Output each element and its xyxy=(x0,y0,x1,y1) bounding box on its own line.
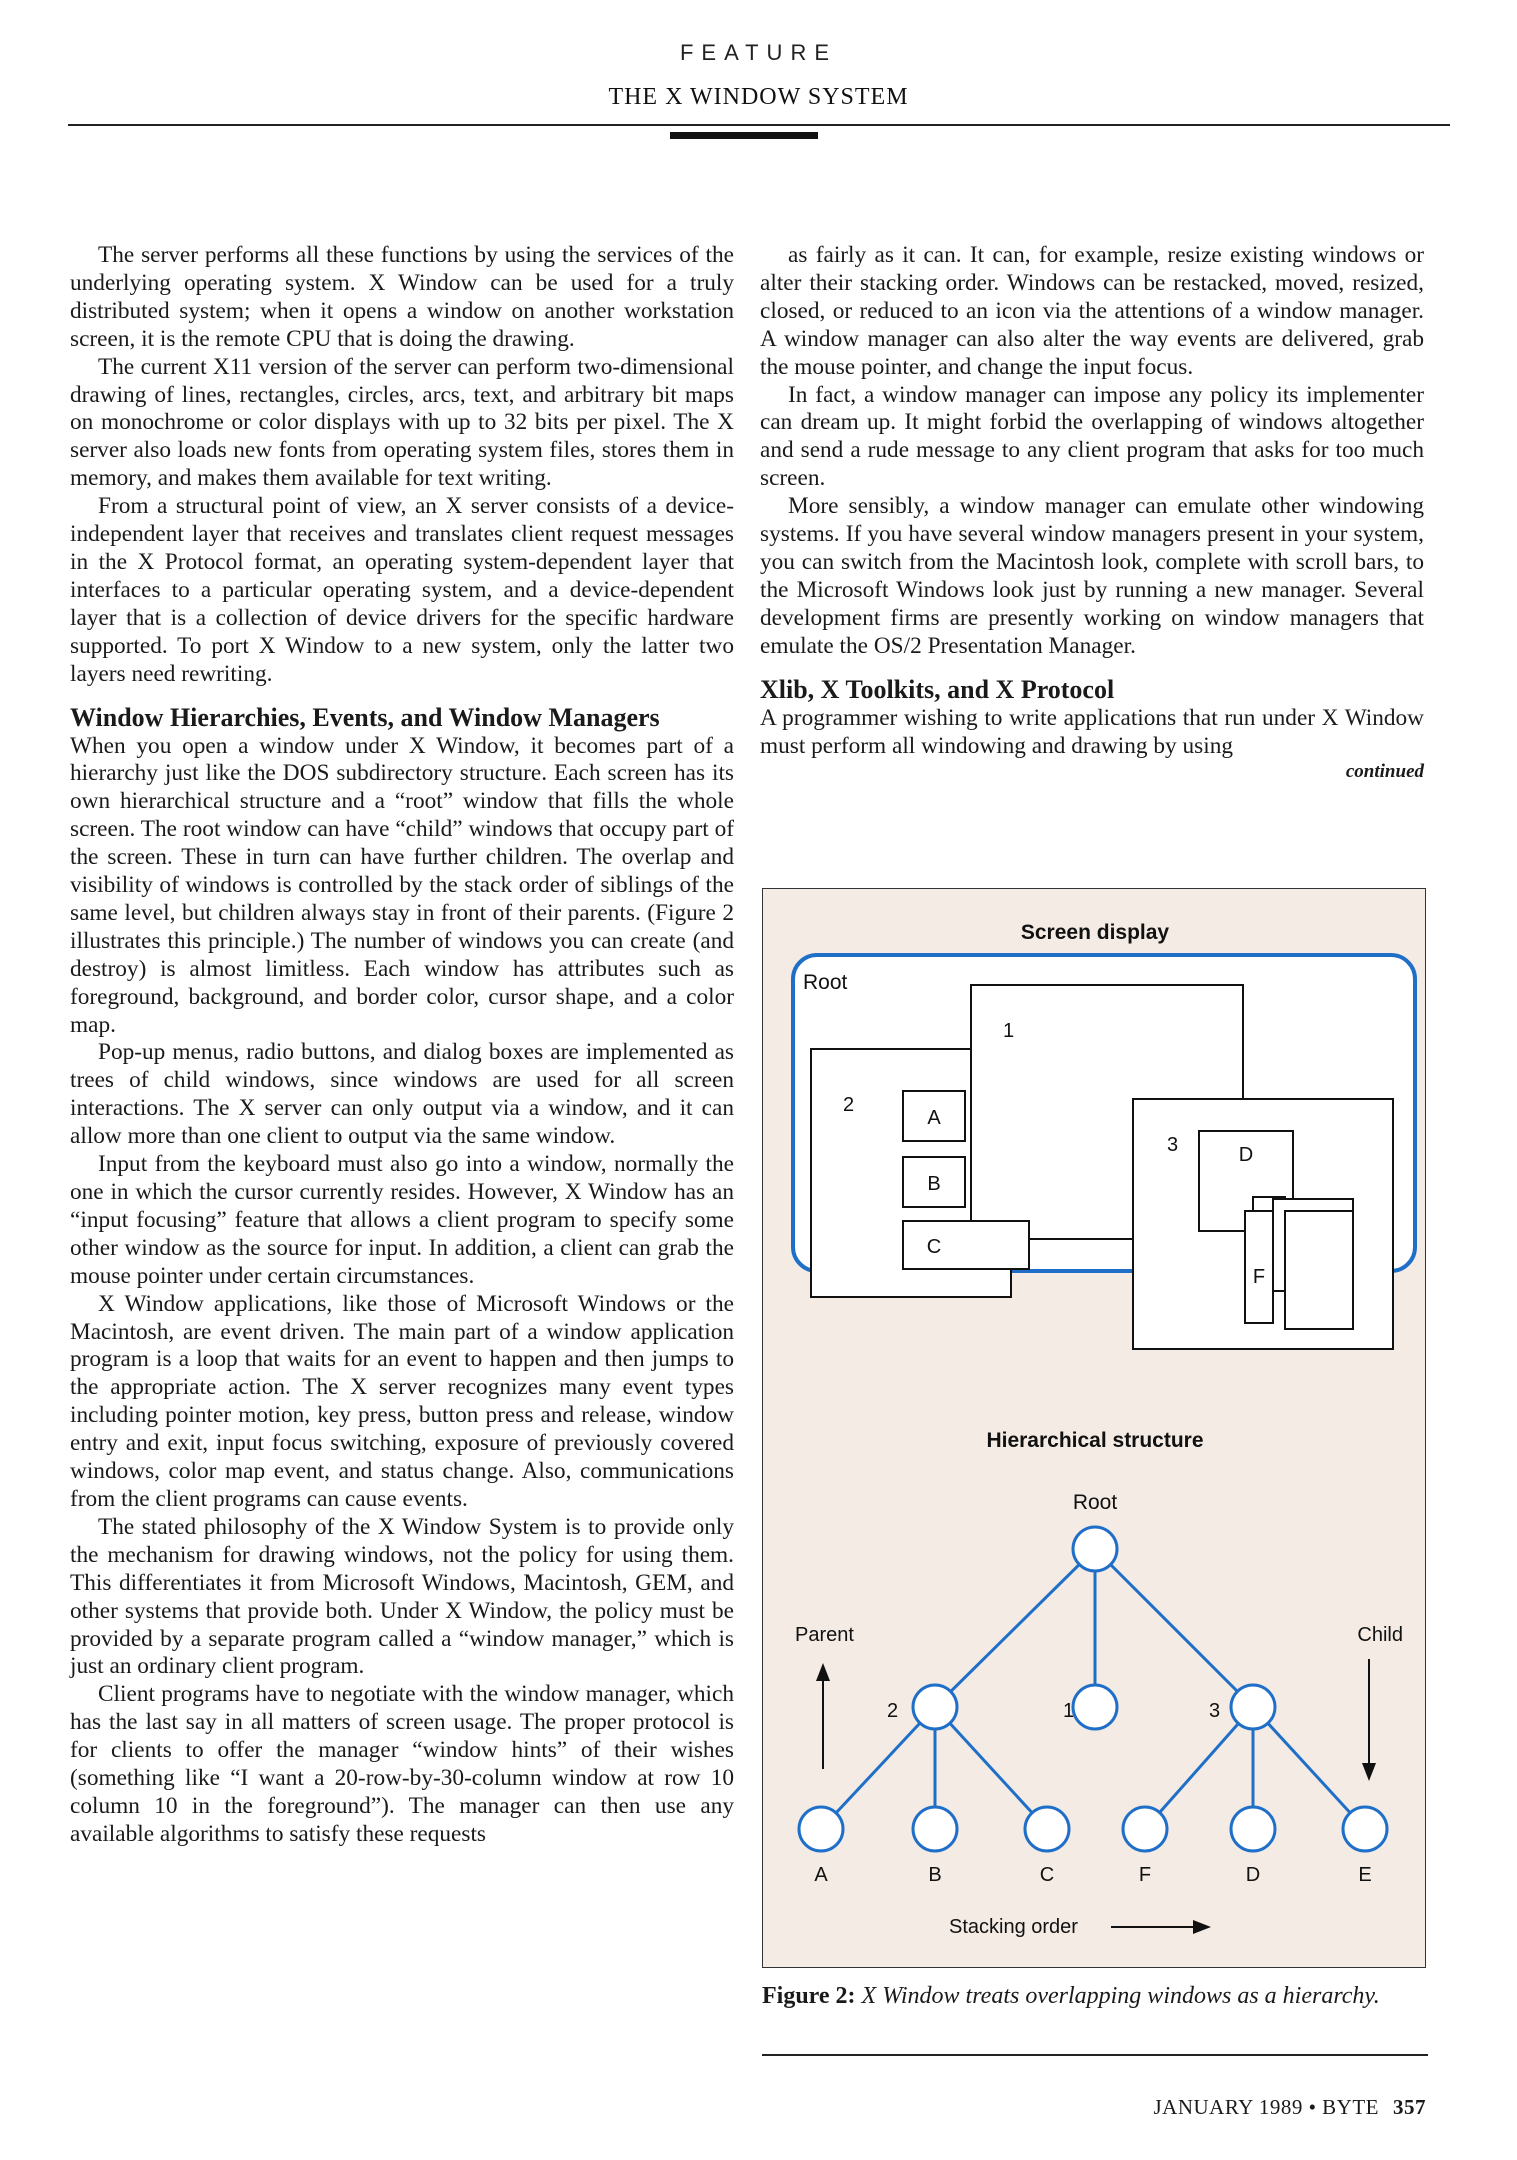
tree-node-3-label: 3 xyxy=(1209,1700,1221,1722)
tree-leaf-f-label: F xyxy=(1138,1864,1152,1886)
window-3-label: 3 xyxy=(1167,1134,1179,1156)
paragraph: The stated philosophy of the X Window System is to provide only the mechanism for drawing windows, not the policy for using them. This differentiates it from Microsoft Windows, Macintosh, GEM, and other systems that provide both. Under X Window, the policy must be provided by a separate program called a “window manager,” which is just an ordinary client program. xyxy=(70,1513,734,1680)
page-footer xyxy=(1100,2095,1426,2120)
tree-leaf-e-label: E xyxy=(1358,1864,1372,1886)
root-window-label: Root xyxy=(803,971,848,994)
paragraph: X Window applications, like those of Microsoft Windows or the Macintosh, are event driven. The main part of a window application program is a loop that waits for an event to happen and then jumps to the appropriate action. The X server recognizes many event types including pointer motion, key press, button press and release, window entry and exit, input focus switching, exposure of previously covered windows, color map event, and status change. Also, communications from the client programs can cause events. xyxy=(70,1290,734,1512)
caption-label: Figure 2: xyxy=(762,1983,856,2009)
paragraph: The current X11 version of the server can perform two-dimensional drawing of lines, rectangles, circles, arcs, text, and arbitrary bit maps on monochrome or color displays with up to 32 bits per pixel. The X server also loads new fonts from operating system files, stores them in memory, and makes them available for text writing. xyxy=(70,353,734,492)
tree-node-2 xyxy=(913,1685,957,1729)
window-a-label: A xyxy=(927,1107,941,1129)
issue-label: JANUARY 1989 • BYTE xyxy=(1153,2095,1379,2119)
continued-label: continued xyxy=(1345,761,1424,783)
tree-node-2-label: 2 xyxy=(887,1700,899,1722)
paragraph: Pop-up menus, radio buttons, and dialog boxes are implemented as trees of child windows, since windows are used for all screen interactions. The X server can only output via a window, and it can allow more than one client to output via the same window. xyxy=(70,1039,734,1150)
figure-caption xyxy=(762,1982,1426,2010)
window-2-label: 2 xyxy=(843,1094,855,1116)
tree-root-label: Root xyxy=(1072,1491,1118,1514)
paragraph: Client programs have to negotiate with the window manager, which has the last say in all matters of screen usage. The proper protocol is for clients to offer the manager “window hints” of their wishes (something like “I want a 20-row-by-30-column window at row 10 column 10 in the foreground”). The manager can then use any available algorithms to satisfy these requests xyxy=(70,1681,734,1847)
caption-text: X Window treats overlapping windows as a hierarchy. xyxy=(861,1983,1380,2009)
tree-node-1 xyxy=(1073,1685,1117,1729)
header-bar xyxy=(670,132,818,139)
down-arrow-icon xyxy=(1362,1763,1376,1781)
caption-rule xyxy=(762,2054,1428,2056)
section-kicker: FEATURE xyxy=(679,40,838,65)
running-title: THE X WINDOW SYSTEM xyxy=(608,84,909,110)
section-heading: Window Hierarchies, Events, and Window Managers xyxy=(70,702,660,732)
stacking-order-label: Stacking order xyxy=(949,1916,1078,1938)
window-d-label: D xyxy=(1238,1144,1254,1166)
parent-label: Parent xyxy=(795,1624,854,1646)
paragraph: When you open a window under X Window, it becomes part of a hierarchy just like the DOS subdirectory structure. Each screen has its own hierarchical structure and a “root” window that fills the whole screen. The root window can have “child” windows that occupy part of the screen. These in turn can have further children. The overlap and visibility of windows is controlled by the stack order of siblings of the same level, but children always stay in front of their parents. (Figure 2 illustrates this principle.) The number of windows you can create (and destroy) is almost limitless. Each window has attributes such as foreground, background, and border color, cursor shape, and a color map. xyxy=(70,732,734,1038)
page-number: 357 xyxy=(1393,2095,1426,2119)
tree-node-1-label: 1 xyxy=(1063,1700,1075,1722)
tree-node-d xyxy=(1231,1807,1275,1851)
paragraph: Input from the keyboard must also go into a window, normally the one in which the cursor currently resides. However, X Window has an “input focusing” feature that allows a client program to specify some other window as the source for input. In addition, a client can grab the mouse pointer under certain circumstances. xyxy=(70,1151,734,1289)
right-arrow-icon xyxy=(1193,1920,1211,1934)
tree-node-root xyxy=(1073,1527,1117,1571)
tree-node-b xyxy=(913,1807,957,1851)
paragraph: More sensibly, a window manager can emulate other windowing systems. If you have several window managers present in your system, you can switch from the Macintosh look, complete with scroll bars, to the Microsoft Windows look just by running a new manager. Several development firms are presently working on window managers that emulate the OS/2 Presentation Manager. xyxy=(760,493,1424,659)
window-c-label: C xyxy=(926,1236,942,1258)
tree-node-3 xyxy=(1231,1685,1275,1729)
screen-display-title: Screen display xyxy=(1020,921,1170,944)
paragraph: From a structural point of view, an X server consists of a device-independent layer that receives and translates client request messages in the X Protocol format, an operating system-dependent layer that interfaces to a particular operating system, and a device-dependent layer that is a collection of device drivers for the specific hardware supported. To port X Window to a new system, only the latter two layers need rewriting. xyxy=(70,493,734,687)
window-c xyxy=(903,1221,1029,1269)
window-1-label: 1 xyxy=(1003,1020,1015,1042)
child-label: Child xyxy=(1357,1624,1403,1646)
paragraph: as fairly as it can. It can, for example, resize existing windows or alter their stacking order. Windows can be restacked, moved, resized, closed, or reduced to an icon via the attentions of a window manager. A window manager can also alter the way events are delivered, grab the mouse pointer, and change the input focus. xyxy=(760,242,1424,380)
tree-leaf-b-label: B xyxy=(928,1864,942,1886)
up-arrow-icon xyxy=(816,1663,830,1681)
tree-leaf-a-label: A xyxy=(814,1864,828,1886)
figure-2 xyxy=(762,888,1426,1968)
column-left xyxy=(70,242,734,1849)
tree-leaf-c-label: C xyxy=(1039,1864,1055,1886)
window-f-label: F xyxy=(1252,1266,1266,1288)
tree-node-a xyxy=(799,1807,843,1851)
tree-leaf-d-label: D xyxy=(1245,1864,1261,1886)
tree-node-c xyxy=(1025,1807,1069,1851)
section-heading: Xlib, X Toolkits, and X Protocol xyxy=(760,674,1115,704)
column-right xyxy=(760,242,1424,784)
window-b-label: B xyxy=(927,1173,941,1195)
paragraph: A programmer wishing to write applications that run under X Window must perform all windowing and drawing by using xyxy=(760,704,1424,759)
header-rule xyxy=(68,124,1450,126)
tree-node-e xyxy=(1343,1807,1387,1851)
hierarchy-title: Hierarchical structure xyxy=(986,1429,1204,1452)
tree-node-f xyxy=(1123,1807,1167,1851)
paragraph: In fact, a window manager can impose any policy its implementer can dream up. It might forbid the overlapping of windows altogether and send a rude message to any client program that asks for too much screen. xyxy=(760,381,1424,492)
window-f-back xyxy=(1285,1211,1353,1329)
paragraph: The server performs all these functions by using the services of the underlying operating system. X Window can be used for a truly distributed system; when it opens a window on another workstation screen, it is the remote CPU that is doing the drawing. xyxy=(70,242,734,352)
